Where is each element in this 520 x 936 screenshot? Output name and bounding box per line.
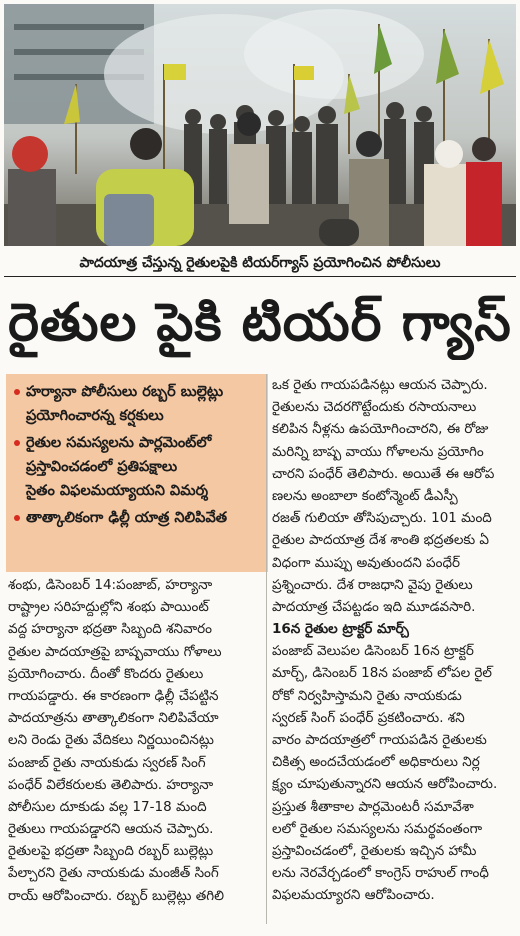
highlight-line: హర్యానా పోలీసులు రబ్బర్ బుల్లెట్లు (26, 384, 224, 400)
body-line: ణలను అంబాలా కంటోన్మెంట్ డీఎస్పీ (272, 487, 458, 504)
body-line: ప్రశ్నించారు. దేశ రాజధాని వైపు రైతులు (272, 576, 473, 593)
body-line: రైతులు గాయపడ్డారని ఆయన చెప్పారు. (8, 821, 214, 838)
news-photo (4, 4, 516, 246)
body-line: ప్రస్తుత శీతాకాల పార్లమెంటరీ సమావేశా (272, 798, 474, 815)
body-line: రైతుల పాదయాత్ర దేశ శాంతి భద్రతలకు ఏ (272, 532, 490, 549)
body-line: రైతులపై భద్రతా సిబ్బంది రబ్బర్ బుల్లెట్లు (8, 843, 214, 860)
highlights-box (6, 374, 268, 572)
highlight-item (14, 506, 262, 530)
body-line: మరిన్ని బాష్ప వాయు గోళాలను ప్రయోగిం (272, 443, 484, 460)
body-column-right (272, 374, 514, 907)
body-line: విఫలమయ్యారని ఆరోపించారు. (272, 887, 435, 904)
body-column-left (8, 574, 262, 907)
body-line: పోలీసుల దూకుడు వల్ల 17-18 మంది (8, 798, 207, 815)
body-line: స్వరణ్ సింగ్ పంధేర్ ప్రకటించారు. శని (272, 709, 465, 726)
body-line: రజత్ గులియా తోసిపుచ్చారు. 101 మంది (272, 510, 492, 527)
subheading: 16న రైతుల ట్రాక్టర్ మార్చ్ (272, 621, 409, 638)
highlight-line: రైతుల సమస్యలను పార్లమెంట్‌లో (26, 435, 212, 451)
highlight-item (14, 380, 262, 428)
highlight-line: ప్రస్తావించడంలో ప్రతిపక్షాలు (26, 459, 178, 475)
body-line: కలిపిన నీళ్లను ఉపయోగించారని, ఈ రోజు (272, 421, 489, 438)
body-line: రైతుల పాదయాత్రపై బాష్పవాయు గోళాలు (8, 643, 222, 660)
highlight-line: తాత్కాలికంగా ఢిల్లీ యాత్ర నిలిపివేత (26, 510, 228, 526)
body-line: గాయపడ్డారు. ఈ కారణంగా ఢిల్లీ చేపట్టిన (8, 687, 219, 704)
body-line: లలో రైతుల సమస్యలను సమర్థవంతంగా (272, 820, 483, 837)
photo-farmers-protest-icon (4, 4, 516, 246)
body-line: పాదయాత్ర చేపట్టడం ఇది మూడవసారి. (272, 598, 476, 615)
body-line: పేల్చారని రైతు నాయకుడు మంజీత్ సింగ్ (8, 865, 219, 882)
bullet-icon (14, 389, 20, 395)
body-line: వద్ద హర్యానా భద్రతా సిబ్బంది శనివారం (8, 621, 213, 638)
bullet-icon (14, 440, 20, 446)
body-line: పంధేర్ విలేకరులకు తెలిపారు. హర్యానా (8, 776, 214, 793)
body-line: శంభు, డిసెంబర్ 14:పంజాబ్, హర్యానా (8, 577, 213, 593)
body-line: రోకో నిర్వహిస్తామని రైతు నాయకుడు (272, 687, 462, 704)
body-line: పాదయాత్రను తాత్కాలికంగా నిలిపివేయా (8, 710, 219, 727)
photo-caption: పాదయాత్ర చేస్తున్న రైతులపైకి టియర్‌గ్యాస్ ప్రయోగించిన పోలీసులు (4, 250, 516, 277)
body-line: ప్రస్తావించడంలో, రైతులకు ఇచ్చిన హామీ (272, 842, 477, 859)
body-line: చికిత్స అందచేయడంలో అధికారులు నిర్ల (272, 754, 480, 771)
column-divider (266, 374, 267, 924)
headline: రైతుల పైకి టియర్ గ్యాస్ (8, 293, 512, 353)
body-line: రాష్ట్రాల సరిహద్దుల్లోని శంభు పాయింట్ (8, 599, 209, 616)
body-line: లను నెరవేర్చడంలో కాంగ్రెస్ రాహుల్ గాంధీ (272, 865, 489, 882)
body-line: విధంగా ముప్పు అవుతుందని పంధేర్ (272, 554, 461, 571)
body-line: పంజాబ్ రైతు నాయకుడు స్వరణ్ సింగ్ (8, 754, 206, 771)
body-line: లని రెండు రైతు వేదికలు నిర్ణయించినట్లు (8, 732, 214, 749)
highlight-line: ప్రయోగించారన్న కర్షకులు (26, 408, 164, 424)
bullet-icon (14, 515, 20, 521)
body-line: పంజాబ్ వెలుపల డిసెంబర్ 16న ట్రాక్టర్ (272, 643, 474, 660)
body-line: చారని పంధేర్ తెలిపారు. అయితే ఈ ఆరోప (272, 465, 495, 482)
body-line: ప్రయోగించారు. దీంతో కొందరు రైతులు (8, 665, 204, 682)
body-line: రైతులను చెదరగొట్టేందుకు రసాయనాలు (272, 399, 477, 416)
body-line: వారం పాదయాత్రలో గాయపడిన రైతులకు (272, 732, 487, 748)
body-line: రాయ్ ఆరోపించారు. రబ్బర్ బుల్లెట్లు తగిలి (8, 887, 224, 904)
body-line: క్ష్యం చూపుతున్నారని ఆయన ఆరోపించారు. (272, 776, 498, 793)
highlight-line: సైతం విఫలమయ్యాయని విమర్శ (26, 483, 209, 499)
highlight-item (14, 431, 262, 503)
body-line: మార్చ్, డిసెంబర్ 18న పంజాబ్ లోపల రైల్ (272, 665, 493, 682)
body-line: ఒక రైతు గాయపడినట్లు ఆయన చెప్పారు. (272, 377, 488, 393)
